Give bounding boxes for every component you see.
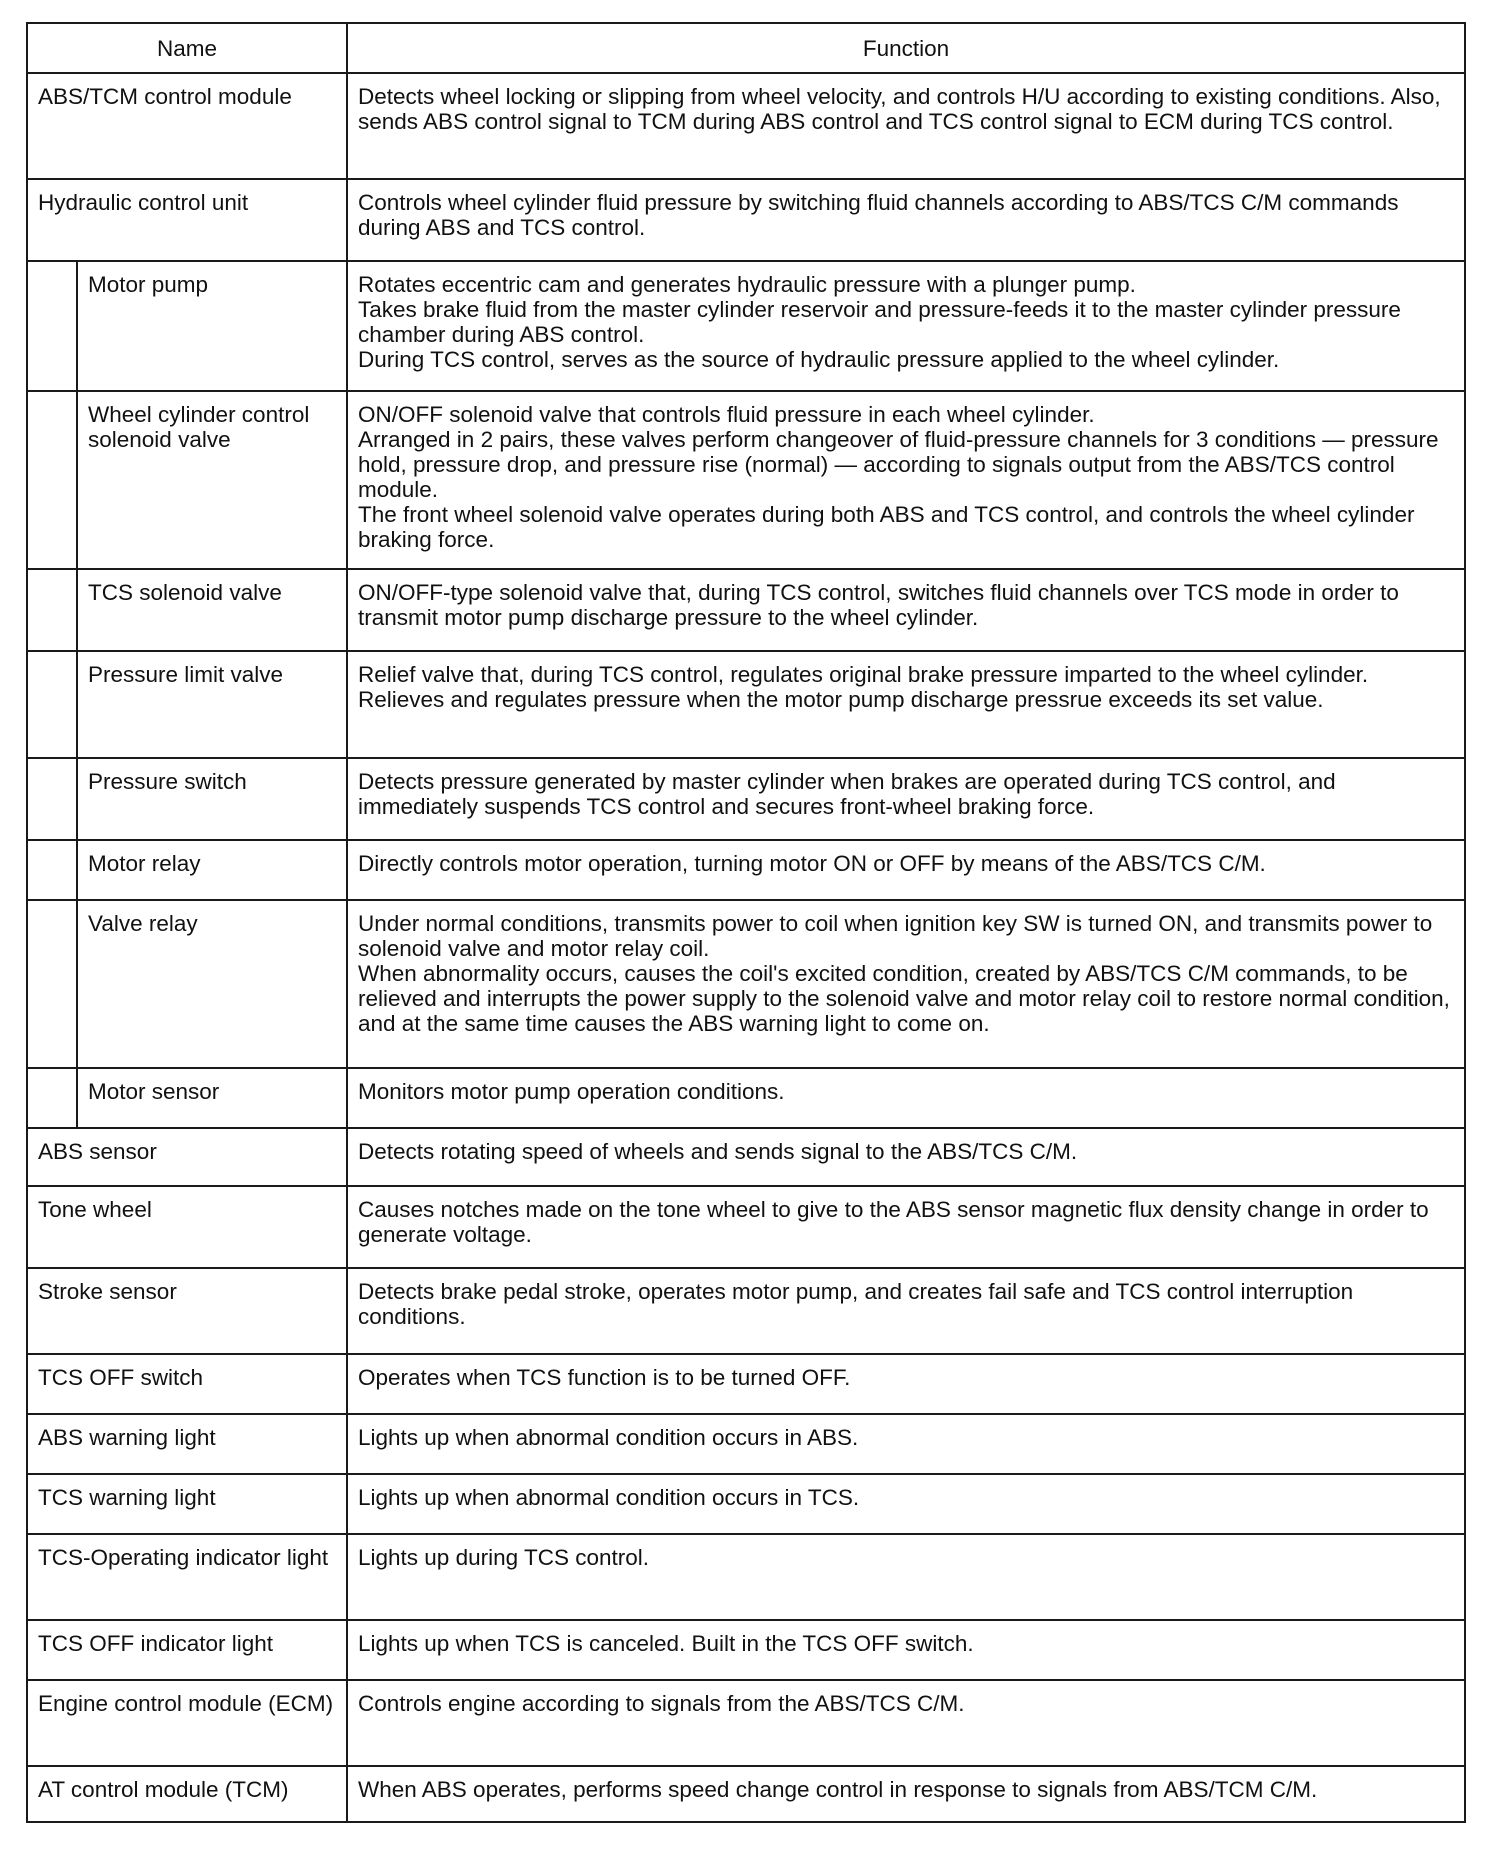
sub-row-indent (27, 900, 77, 1068)
row-function: Detects rotating speed of wheels and sends signal to the ABS/TCS C/M. (347, 1128, 1465, 1186)
table-row (27, 1186, 1465, 1268)
table-row (27, 1354, 1465, 1414)
sub-row-name: Motor pump (77, 261, 347, 391)
table-sub-row (27, 391, 1465, 569)
row-function: Lights up when TCS is canceled. Built in the TCS OFF switch. (347, 1620, 1465, 1680)
table-sub-row (27, 900, 1465, 1068)
sub-row-name: Pressure limit valve (77, 651, 347, 758)
sub-row-function: Directly controls motor operation, turning motor ON or OFF by means of the ABS/TCS C/M. (347, 840, 1465, 900)
sub-row-indent (27, 1068, 77, 1128)
sub-row-indent (27, 651, 77, 758)
row-function: Controls engine according to signals from the ABS/TCS C/M. (347, 1680, 1465, 1766)
table-row (27, 1766, 1465, 1822)
row-function: Detects brake pedal stroke, operates motor pump, and creates fail safe and TCS control interruption conditions. (347, 1268, 1465, 1354)
table-sub-row (27, 569, 1465, 651)
row-function: Lights up during TCS control. (347, 1534, 1465, 1620)
row-function: Controls wheel cylinder fluid pressure by switching fluid channels according to ABS/TCS C/M commands during ABS and TCS control. (347, 179, 1465, 261)
table-sub-row (27, 261, 1465, 391)
table-row (27, 1268, 1465, 1354)
table-header-row (27, 23, 1465, 73)
row-function: Causes notches made on the tone wheel to give to the ABS sensor magnetic flux density change in order to generate voltage. (347, 1186, 1465, 1268)
header-function: Function (347, 23, 1465, 73)
row-name: TCS OFF indicator light (27, 1620, 347, 1680)
table-row (27, 1680, 1465, 1766)
sub-row-name: Valve relay (77, 900, 347, 1068)
component-function-table (26, 22, 1466, 1823)
sub-row-function: Detects pressure generated by master cylinder when brakes are operated during TCS control, and immediately suspends TCS control and secures front-wheel braking force. (347, 758, 1465, 840)
row-name: Engine control module (ECM) (27, 1680, 347, 1766)
sub-row-name: Motor sensor (77, 1068, 347, 1128)
table-row (27, 179, 1465, 261)
row-function: Lights up when abnormal condition occurs in TCS. (347, 1474, 1465, 1534)
component-function-sheet (26, 22, 1464, 1822)
row-name: ABS/TCM control module (27, 73, 347, 179)
sub-row-function: ON/OFF-type solenoid valve that, during TCS control, switches fluid channels over TCS mode in order to transmit motor pump discharge pressure to the wheel cylinder. (347, 569, 1465, 651)
sub-row-function: Monitors motor pump operation conditions. (347, 1068, 1465, 1128)
row-name: Hydraulic control unit (27, 179, 347, 261)
table-row (27, 1620, 1465, 1680)
table-row (27, 73, 1465, 179)
row-name: AT control module (TCM) (27, 1766, 347, 1822)
sub-row-name: Pressure switch (77, 758, 347, 840)
row-function: Operates when TCS function is to be turned OFF. (347, 1354, 1465, 1414)
row-name: Tone wheel (27, 1186, 347, 1268)
row-function: Lights up when abnormal condition occurs in ABS. (347, 1414, 1465, 1474)
table-row (27, 1474, 1465, 1534)
row-function: When ABS operates, performs speed change control in response to signals from ABS/TCM C/M. (347, 1766, 1465, 1822)
sub-row-name: Wheel cylinder control solenoid valve (77, 391, 347, 569)
sub-row-function: ON/OFF solenoid valve that controls fluid pressure in each wheel cylinder. Arranged in 2 pairs, these valves perform changeover of fluid-pressure channels for 3 conditions — pressure hold, pressure drop, and pressure rise (normal) — according to signals output from the ABS/TCS control module. The front wheel solenoid valve operates during both ABS and TCS control, and controls the wheel cylinder braking force. (347, 391, 1465, 569)
row-name: TCS-Operating indicator light (27, 1534, 347, 1620)
row-name: ABS sensor (27, 1128, 347, 1186)
sub-row-function: Under normal conditions, transmits power to coil when ignition key SW is turned ON, and transmits power to solenoid valve and motor relay coil. When abnormality occurs, causes the coil's excited condition, created by ABS/TCS C/M commands, to be relieved and interrupts the power supply to the solenoid valve and motor relay coil to restore normal condition, and at the same time causes the ABS warning light to come on. (347, 900, 1465, 1068)
table-sub-row (27, 651, 1465, 758)
table-sub-row (27, 1068, 1465, 1128)
sub-row-indent (27, 758, 77, 840)
sub-row-function: Relief valve that, during TCS control, regulates original brake pressure imparted to the wheel cylinder. Relieves and regulates pressure when the motor pump discharge pressrue exceeds its set value. (347, 651, 1465, 758)
row-name: ABS warning light (27, 1414, 347, 1474)
row-name: Stroke sensor (27, 1268, 347, 1354)
sub-row-indent (27, 840, 77, 900)
header-name: Name (27, 23, 347, 73)
sub-row-indent (27, 569, 77, 651)
table-sub-row (27, 758, 1465, 840)
table-sub-row (27, 840, 1465, 900)
table-row (27, 1534, 1465, 1620)
sub-row-name: Motor relay (77, 840, 347, 900)
row-name: TCS warning light (27, 1474, 347, 1534)
table-row (27, 1128, 1465, 1186)
sub-row-function: Rotates eccentric cam and generates hydraulic pressure with a plunger pump. Takes brake fluid from the master cylinder reservoir and pressure-feeds it to the master cylinder pressure chamber during ABS control. During TCS control, serves as the source of hydraulic pressure applied to the wheel cylinder. (347, 261, 1465, 391)
row-function: Detects wheel locking or slipping from wheel velocity, and controls H/U according to existing conditions. Also, sends ABS control signal to TCM during ABS control and TCS control signal to ECM during TCS control. (347, 73, 1465, 179)
sub-row-indent (27, 261, 77, 391)
table-row (27, 1414, 1465, 1474)
sub-row-name: TCS solenoid valve (77, 569, 347, 651)
row-name: TCS OFF switch (27, 1354, 347, 1414)
sub-row-indent (27, 391, 77, 569)
